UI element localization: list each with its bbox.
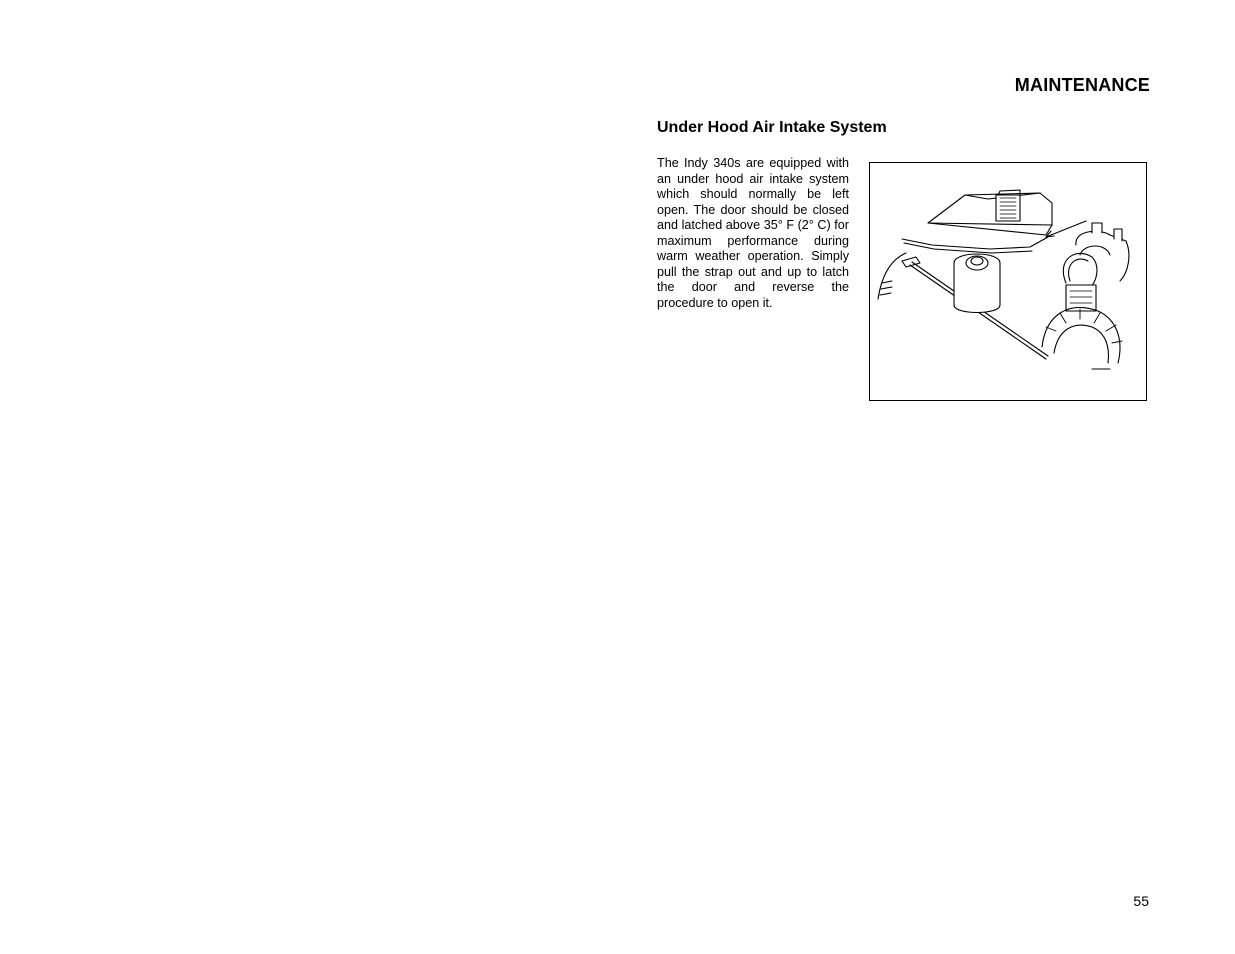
body-paragraph: The Indy 340s are equipped with an under hood air intake system which should normally be left open. The door should be closed and latched above 35° F (2° C) for maximum performance during warm weather operation. Simply pull the strap out and up to latch the door and reverse the procedure to open it. [657, 156, 849, 310]
page-number: 55 [1133, 893, 1149, 909]
engine-compartment-illustration [869, 162, 1147, 401]
air-intake-figure-icon [870, 163, 1146, 400]
section-header: MAINTENANCE [1014, 75, 1150, 95]
page-title: Under Hood Air Intake System [657, 119, 887, 136]
